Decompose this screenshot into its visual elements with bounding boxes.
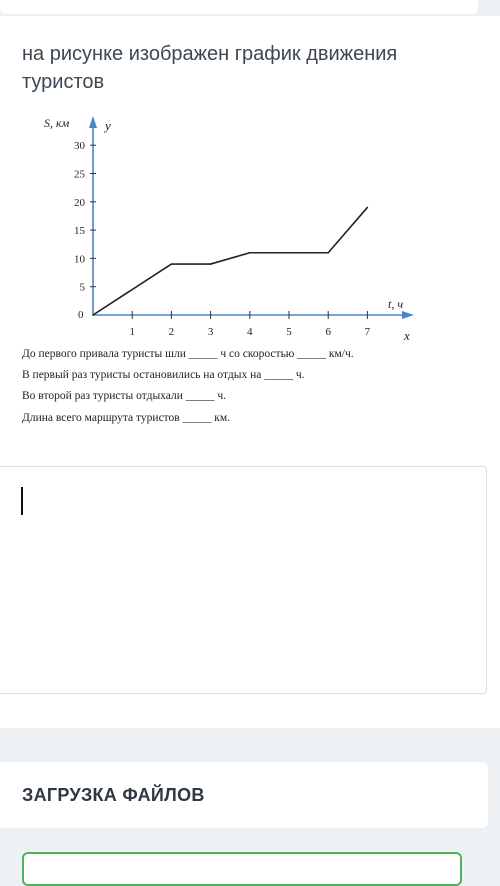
x-axis-arrow xyxy=(402,311,414,319)
previous-card-edge xyxy=(0,0,478,14)
graph-segment xyxy=(93,264,171,315)
graph-segment xyxy=(328,207,367,252)
answer-textarea[interactable] xyxy=(0,466,487,694)
problem-line-2: В первый раз туристы остановились на отдых на _____ ч. xyxy=(22,369,305,381)
x-tick-label: 5 xyxy=(286,326,292,338)
x-axis-letter: x xyxy=(404,328,410,343)
section-divider xyxy=(0,728,500,762)
y-tick-label: 20 xyxy=(74,196,85,209)
file-dropzone[interactable] xyxy=(22,852,462,886)
x-tick-label: 4 xyxy=(247,326,253,338)
problem-line-1: До первого привала туристы шли _____ ч со скоростью _____ км/ч. xyxy=(22,348,354,360)
y-tick-label: 15 xyxy=(74,225,85,238)
motion-graph xyxy=(18,110,478,440)
y-axis-label: S, км xyxy=(44,116,70,130)
y-axis-letter: y xyxy=(105,118,111,133)
y-tick-label: 30 xyxy=(74,140,85,153)
problem-line-4: Длина всего маршрута туристов _____ км. xyxy=(22,412,230,424)
file-upload-title: ЗАГРУЗКА ФАЙЛОВ xyxy=(22,785,205,805)
y-tick-label: 5 xyxy=(79,281,85,294)
x-tick-label: 7 xyxy=(364,326,371,338)
origin-label: 0 xyxy=(78,309,84,321)
question-text: на рисунке изображен график движения туристов xyxy=(22,43,398,93)
x-axis-label: t, ч xyxy=(388,297,404,311)
y-tick-label: 10 xyxy=(74,253,85,266)
text-cursor xyxy=(21,487,23,515)
x-tick-label: 1 xyxy=(129,326,135,338)
graph-segment xyxy=(211,253,250,264)
problem-line-3: Во второй раз туристы отдыхали _____ ч. xyxy=(22,390,227,402)
question-figure xyxy=(18,110,478,440)
x-tick-label: 3 xyxy=(207,326,214,338)
x-tick-label: 6 xyxy=(325,326,331,338)
y-axis-arrow xyxy=(89,116,97,128)
y-tick-label: 25 xyxy=(74,168,85,181)
x-tick-label: 2 xyxy=(168,326,175,338)
